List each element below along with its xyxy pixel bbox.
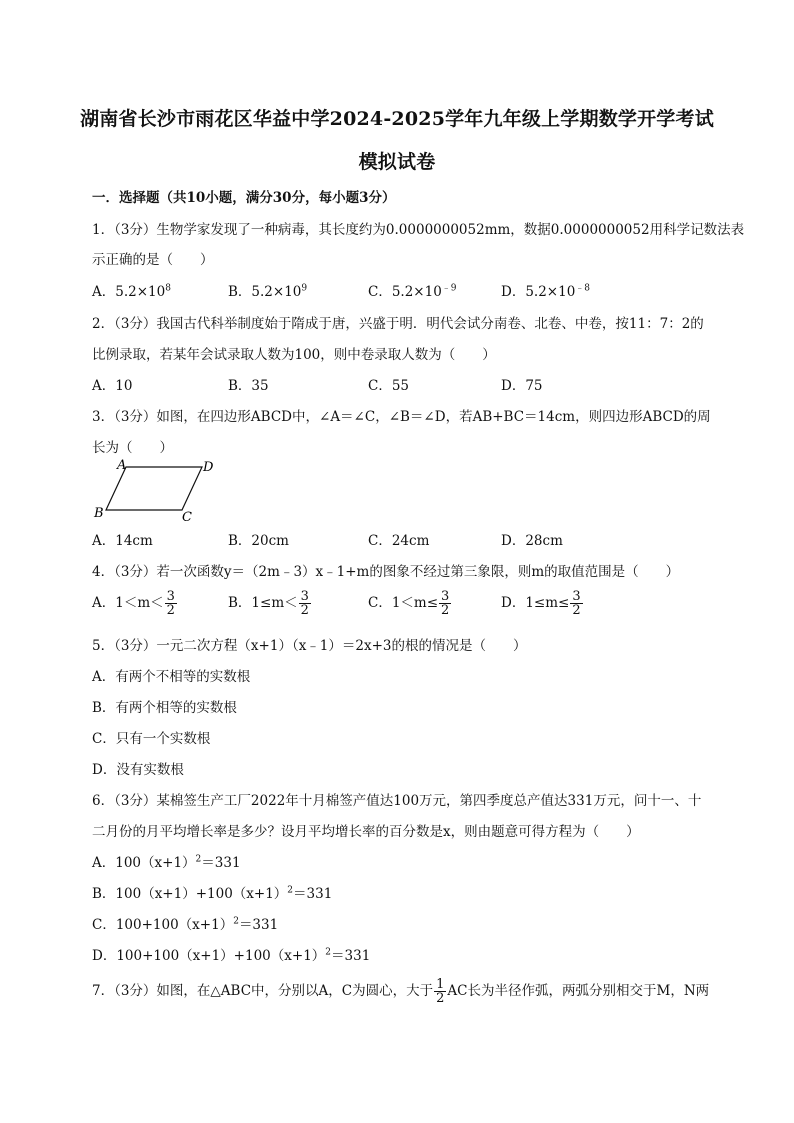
vertex-label-c: C [182, 510, 192, 525]
q6-option-d: D．$100+100(x+1)+100(x+1)^2=331$ [92, 947, 371, 964]
q2-option-c: C．55 [368, 378, 410, 394]
q2-stem-line2: 比例录取，若某年会试录取人数为100，则中卷录取人数为（ ） [92, 347, 496, 363]
q3-option-b: B．20cm [228, 533, 289, 549]
q6-option-c: C．$100+100(x+1)^2=331$ [92, 916, 279, 933]
q1-option-d: D．$5.2\times 10^{﹣8}$ [501, 283, 591, 300]
q7-stem-line1: 7．（3分）如图，在△ABC中，分别以A，C为圆心，大于 $\frac{1}{2}$ AC长为半径作弧，两弧分别相交于M，N两 [92, 977, 710, 1006]
q1-option-a: A．$5.2\times 10^8$ [92, 283, 171, 300]
vertex-label-d: D [203, 460, 214, 475]
q4-option-b: B．1≤m＜ $\frac{3}{2}$ [228, 589, 309, 618]
q2-stem-line1: 2．（3分）我国古代科举制度始于隋成于唐，兴盛于明．明代会试分南卷、北卷、中卷，按11：7：2的 [92, 316, 704, 332]
exam-title-line1: 湖南省长沙市雨花区华益中学2024-2025学年九年级上学期数学开学考试 [80, 108, 714, 130]
q3-option-c: C．24cm [368, 533, 430, 549]
q2-option-b: B．35 [228, 378, 269, 394]
q5-option-a: A．有两个不相等的实数根 [92, 669, 251, 685]
q5-option-b: B．有两个相等的实数根 [92, 700, 237, 716]
parallelogram-figure [90, 455, 230, 525]
q5-option-c: C．只有一个实数根 [92, 731, 211, 747]
vertex-label-b: B [94, 506, 104, 521]
q1-stem-line1: 1．（3分）生物学家发现了一种病毒，其长度约为0.0000000052mm，数据0.0000000052用科学记数法表 [92, 222, 745, 238]
q3-stem-line2: 长为（ ） [92, 440, 173, 456]
q3-option-a: A．14cm [92, 533, 153, 549]
q6-stem-line1: 6．（3分）某棉签生产工厂2022年十月棉签产值达100万元，第四季度总产值达331万元，问十一、十 [92, 793, 702, 809]
q5-option-d: D．没有实数根 [92, 762, 184, 778]
q2-option-d: D．75 [501, 378, 543, 394]
q4-option-d: D．1≤m≤ $\frac{3}{2}$ [501, 589, 581, 618]
q4-stem-line1: 4．（3分）若一次函数y＝（2m﹣3）x﹣1+m的图象不经过第三象限，则m的取值范围是（ ） [92, 564, 680, 580]
q3-option-d: D．28cm [501, 533, 563, 549]
q4-option-c: C．1＜m≤ $\frac{3}{2}$ [368, 589, 450, 618]
parallelogram-shape [106, 467, 202, 510]
q3-stem-line1: 3．（3分）如图，在四边形ABCD中，∠A＝∠C，∠B＝∠D，若AB+BC＝14cm，则四边形ABCD的周 [92, 409, 711, 425]
q1-option-b: B．$5.2\times 10^9$ [228, 283, 308, 300]
q5-stem-line1: 5．（3分）一元二次方程（x+1）（x﹣1）＝2x+3的根的情况是（ ） [92, 638, 527, 654]
vertex-label-a: A [117, 458, 127, 473]
q6-option-a: A．$100(x+1)^2=331$ [92, 854, 241, 871]
q6-option-b: B．$100(x+1)+100(x+1)^2=331$ [92, 885, 333, 902]
q4-option-a: A．1＜m＜ $\frac{3}{2}$ [92, 589, 175, 618]
q1-option-c: C．$5.2\times 10^{﹣9}$ [368, 283, 457, 300]
q6-stem-line2: 二月份的月平均增长率是多少？设月平均增长率的百分数是x，则由题意可得方程为（ ） [92, 824, 640, 840]
q1-stem-line2: 示正确的是（ ） [92, 252, 214, 268]
section-heading: 一．选择题（共10小题，满分30分，每小题3分） [92, 190, 396, 206]
exam-title-line2: 模拟试卷 [358, 151, 436, 173]
q2-option-a: A．10 [92, 378, 133, 394]
